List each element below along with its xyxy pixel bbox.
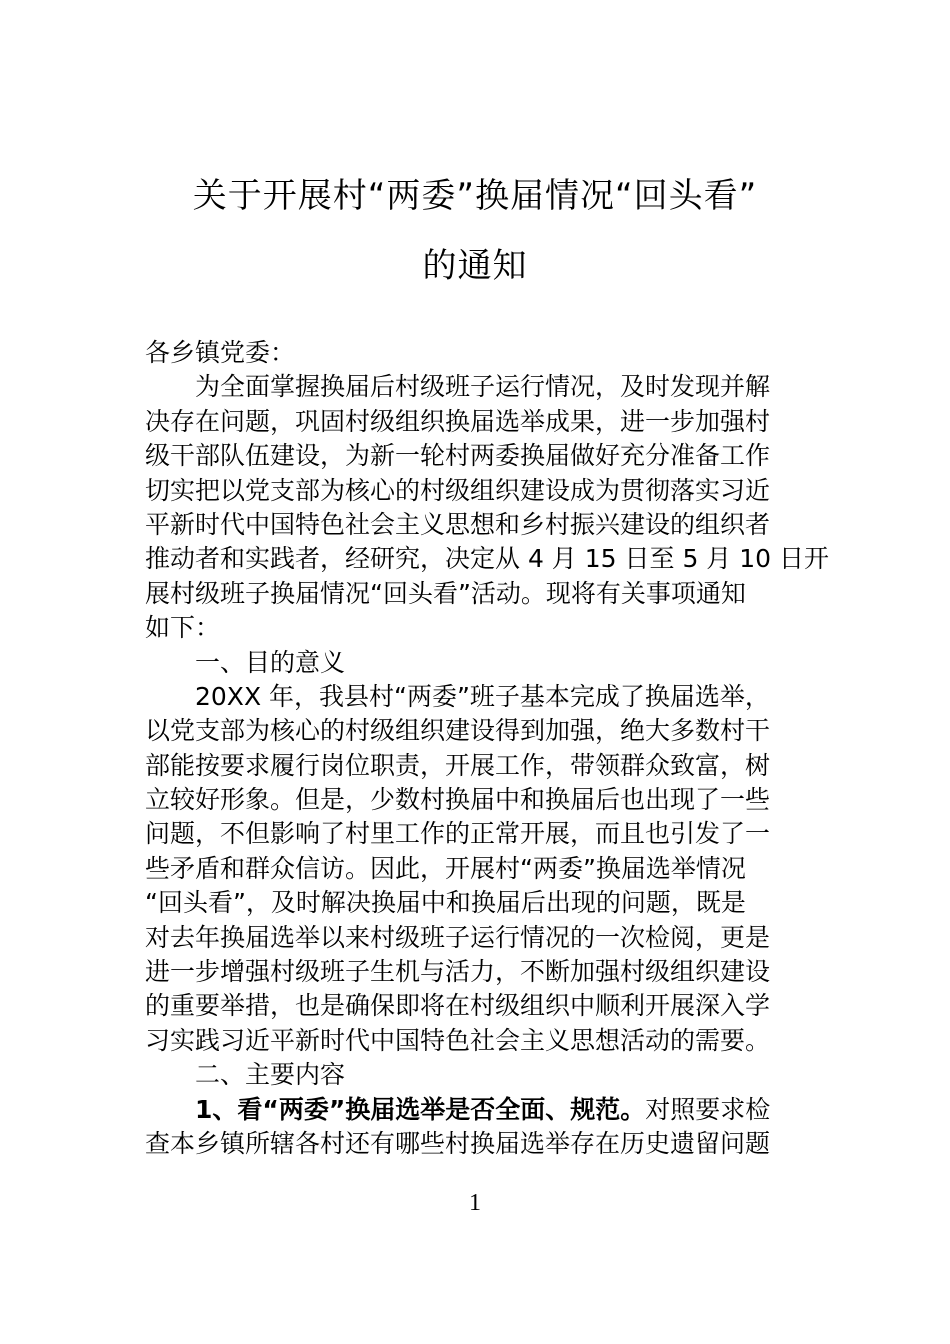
intro-line-7: 展村级班子换届情况“回头看”活动。现将有关事项通知 — [145, 578, 746, 608]
item-1-line-1 — [145, 1093, 815, 1127]
section-1-heading: 一、目的意义 — [195, 647, 346, 677]
intro-line-2: 决存在问题，巩固村级组织换届选举成果，进一步加强村 — [145, 406, 771, 436]
section-1-line-9: 进一步增强村级班子生机与活力，不断加强村级组织建设 — [145, 957, 771, 987]
section-1-line-1: 20XX 年，我县村“两委”班子基本完成了换届选举， — [195, 681, 770, 711]
section-1-line-5: 问题，不但影响了村里工作的正常开展，而且也引发了一 — [145, 819, 771, 849]
section-1-line-10: 的重要举措，也是确保即将在村级组织中顺利开展深入学 — [145, 991, 771, 1021]
section-1-line-11: 习实践习近平新时代中国特色社会主义思想活动的需要。 — [145, 1025, 771, 1055]
intro-line-6: 推动者和实践者，经研究，决定从 4 月 15 日至 5 月 10 日开 — [145, 544, 830, 574]
page-number: 1 — [469, 1190, 481, 1216]
document-body — [145, 336, 830, 1161]
document-title-line-1: 关于开展村“两委”换届情况“回头看” — [192, 176, 758, 216]
intro-line-8: 如下： — [145, 613, 221, 643]
intro-line-4: 切实把以党支部为核心的村级组织建设成为贯彻落实习近 — [145, 475, 771, 505]
item-1-text: 对照要求检 — [645, 1094, 771, 1124]
section-1-line-6: 些矛盾和群众信访。因此，开展村“两委”换届选举情况 — [145, 853, 746, 883]
section-1-line-4: 立较好形象。但是，少数村换届中和换届后也出现了一些 — [145, 785, 771, 815]
intro-line-1: 为全面掌握换届后村级班子运行情况，及时发现并解 — [195, 372, 771, 402]
section-2-heading: 二、主要内容 — [195, 1060, 346, 1090]
item-1-heading: 1、看“两委”换届选举是否全面、规范。 — [195, 1094, 646, 1124]
salutation: 各乡镇党委： — [145, 338, 296, 367]
item-1-line-2: 查本乡镇所辖各村还有哪些村换届选举存在历史遗留问题 — [145, 1128, 771, 1158]
intro-line-3: 级干部队伍建设，为新一轮村两委换届做好充分准备工作 — [145, 441, 771, 471]
section-1-line-2: 以党支部为核心的村级组织建设得到加强，绝大多数村干 — [145, 716, 771, 746]
document-title-line-2: 的通知 — [422, 246, 528, 286]
section-1-line-3: 部能按要求履行岗位职责，开展工作，带领群众致富，树 — [145, 750, 771, 780]
section-1-line-8: 对去年换届选举以来村级班子运行情况的一次检阅，更是 — [145, 922, 771, 952]
intro-line-5: 平新时代中国特色社会主义思想和乡村振兴建设的组织者 — [145, 509, 771, 539]
section-1-line-7: “回头看”，及时解决换届中和换届后出现的问题，既是 — [145, 888, 746, 918]
